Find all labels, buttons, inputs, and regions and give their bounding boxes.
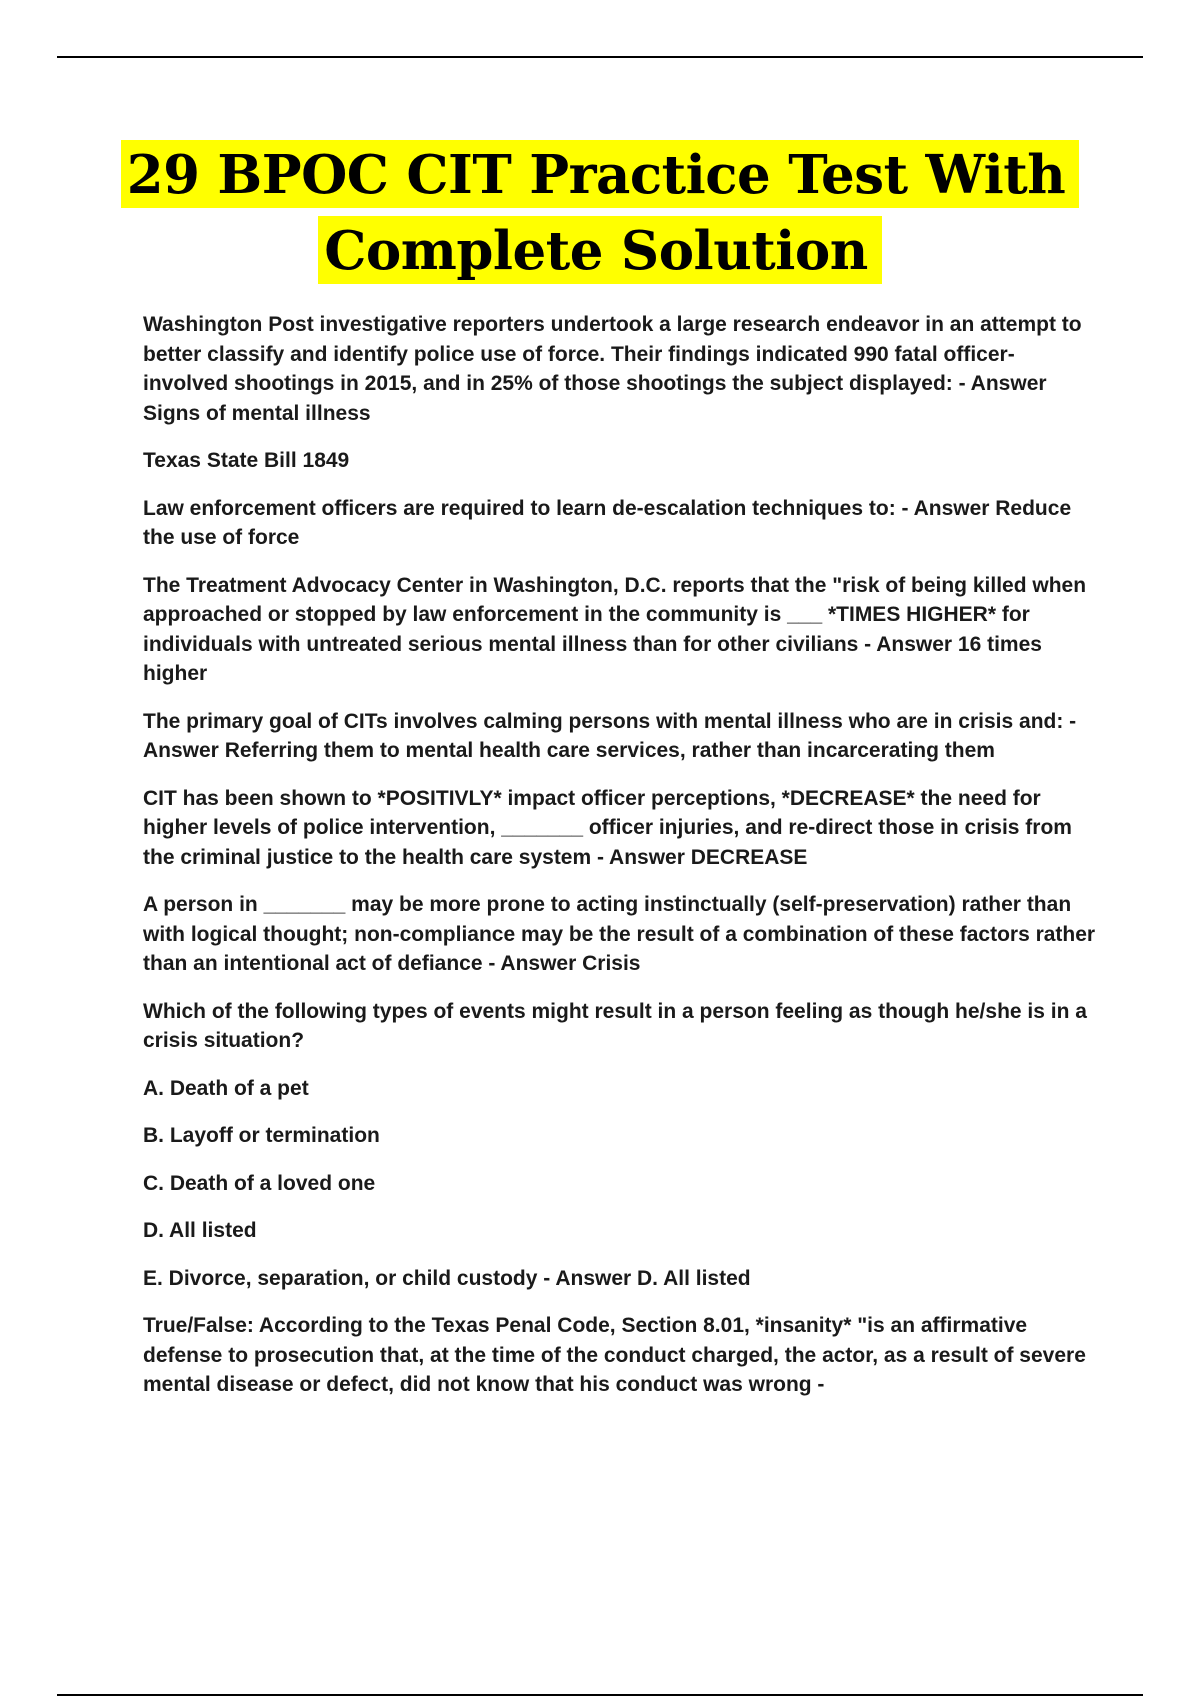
option-b: B. Layoff or termination [143,1124,380,1147]
title-line-2: Complete Solution [318,216,881,284]
title-line-1: 29 BPOC CIT Practice Test With [121,140,1080,208]
top-rule [57,56,1143,58]
option-c: C. Death of a loved one [143,1171,376,1195]
option-d: D. All listed [143,1219,257,1242]
option-a: A. Death of a pet [143,1076,309,1100]
paragraph-crisis: A person in _______ may be more prone to acting instinctually (self-preservation) rather than with logical thought; non-compliance may be the result of a combination of these factors rather than an intentional act of defiance - Answer Crisis [143,893,1096,975]
paragraph-insanity: True/False: According to the Texas Penal Code, Section 8.01, *insanity* "is an affirmative defense to prosecution that, at the time of the conduct charged, the actor, as a result of severe mental disease or defect, did not know that his conduct was wrong - [143,1314,1086,1396]
document-title [0,140,1200,284]
document-body [143,310,1098,1418]
paragraph-texas-bill: Texas State Bill 1849 [143,449,350,472]
bottom-rule [57,1694,1143,1696]
paragraph-crisis-question: Which of the following types of events might result in a person feeling as though he/she is in a crisis situation? [143,999,1087,1052]
option-e: E. Divorce, separation, or child custody - Answer D. All listed [143,1266,751,1290]
paragraph-treatment-advocacy: The Treatment Advocacy Center in Washington, D.C. reports that the "risk of being killed when approached or stopped by law enforcement in the community is ___ *TIMES HIGHER* for individuals with untreated serious mental illness than for other civilians - Answer 16 times higher [143,573,1087,685]
paragraph-cit-goal: The primary goal of CITs involves calming persons with mental illness who are in crisis and: - Answer Referring them to mental health care services, rather than incarcerating them [143,709,1077,762]
paragraph-cit-impact: CIT has been shown to *POSITIVLY* impact officer perceptions, *DECREASE* the need for higher levels of police intervention, _______ officer injuries, and re-direct those in crisis from the criminal justice to the health care system - Answer DECREASE [143,786,1072,869]
paragraph-washington-post: Washington Post investigative reporters undertook a large research endeavor in an attempt to better classify and identify police use of force. Their findings indicated 990 fatal officer-involved shootings in 2015, and in 25% of those shootings the subject displayed: - Answer Signs of mental illness [143,313,1082,425]
paragraph-de-escalation: Law enforcement officers are required to learn de-escalation techniques to: - Answer Reduce the use of force [143,496,1072,549]
